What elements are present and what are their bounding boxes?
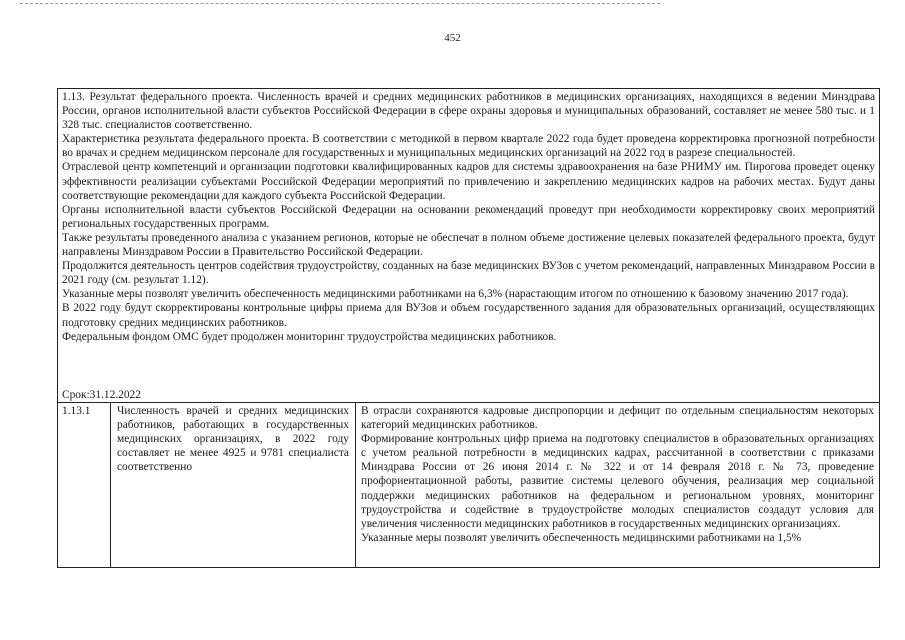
paragraph-analysis: Также результаты проведенного анализа с указанием регионов, которые не обеспечат в полном объеме достижение целевых показателей федерального проекта, будут направлены Минздравом России в Правительство Российской Федерации. [62, 231, 875, 259]
paragraph-employment-centers: Продолжится деятельность центров содействия трудоустройству, созданных на базе медицинских ВУЗов с учетом рекомендаций, направленных Минздравом России в 2021 году (см. результат 1.12). [62, 260, 875, 287]
paragraph-admission-figures: В 2022 году будут скорректированы контрольные цифры приема для ВУЗов и объем государственного задания для образовательных организаций, осуществляющих подготовку средних медицинских работников. [62, 302, 875, 329]
row-indicator: Численность врачей и средних медицинских работников, работающих в государственных медицинских организациях, в 2022 году составляет не менее 4925 и 9781 специалиста соответственно [111, 403, 356, 567]
row-description [356, 403, 879, 567]
section-text [58, 89, 879, 344]
description-paragraph: Указанные меры позволят увеличить обеспеченность медицинскими работниками на 1,5% [361, 531, 802, 544]
paragraph-characteristic: Характеристика результата федерального проекта. В соответствии с методикой в первом квартале 2022 года будет проведена корректировка прогнозной потребности во врачах и среднем медицинском персонале для государственных и муниципальных медицинских организаций на 2022 год в разрезе специальностей. [62, 133, 875, 160]
paragraph-regional-authorities: Органы исполнительной власти субъектов Российской Федерации на основании рекомендаций проведут при необходимости корректировку своих мероприятий региональных государственных программ. [62, 203, 875, 230]
deadline: Срок:31.12.2022 [58, 389, 879, 403]
paragraph-result: 1.13. Результат федерального проекта. Численность врачей и средних медицинских работников в медицинских организациях, находящихся в ведении Минздрава России, органов исполнительной власти субъектов Российской Федерации в сфере охраны здоровья и муниципальных образований, составляет не менее 580 тыс. и 1 328 тыс. специалистов соответственно. [62, 91, 875, 132]
description-paragraph: Формирование контрольных цифр приема на подготовку специалистов в образовательных организациях с учетом реальной потребности в медицинских кадрах, рассчитанной в соответствии с приказами Минздрава России от 26 июня 2014 г. № 322 и от 14 февраля 2018 г. № 73, проведение профориентационной работы, развитие системы целевого обучения, реализация мер социальной поддержки медицинских работников на федеральном и региональном уровнях, мониторинг трудоустройства и содействие в трудоустройстве молодых специалистов создадут условия для увеличения численности медицинских работников в государственных медицинских организациях. [361, 433, 874, 530]
paragraph-measures: Указанные меры позволят увеличить обеспеченность медицинскими работниками на 6,3% (нарастающим итогом по отношению к базовому значению 2017 года). [62, 288, 849, 301]
top-rule [20, 3, 660, 4]
page-number: 452 [444, 32, 461, 44]
description-paragraph: В отрасли сохраняются кадровые диспропорции и дефицит по отдельным специальностям некоторых категорий медицинских работников. [361, 405, 874, 432]
paragraph-oms-monitoring: Федеральным фондом ОМС будет продолжен мониторинг трудоустройства медицинских работников. [62, 330, 557, 343]
document-table [57, 88, 880, 568]
row-number: 1.13.1 [58, 403, 111, 567]
paragraph-competence-center: Отраслевой центр компетенций и организации подготовки квалифицированных кадров для системы здравоохранения на базе РНИМУ им. Пирогова проведет оценку эффективности реализации субъектами Российской Федерации мероприятий по привлечению и закреплению медицинских кадров на рабочих местах. Будут даны соответствующие рекомендации для каждого субъекта Российской Федерации. [62, 161, 875, 202]
